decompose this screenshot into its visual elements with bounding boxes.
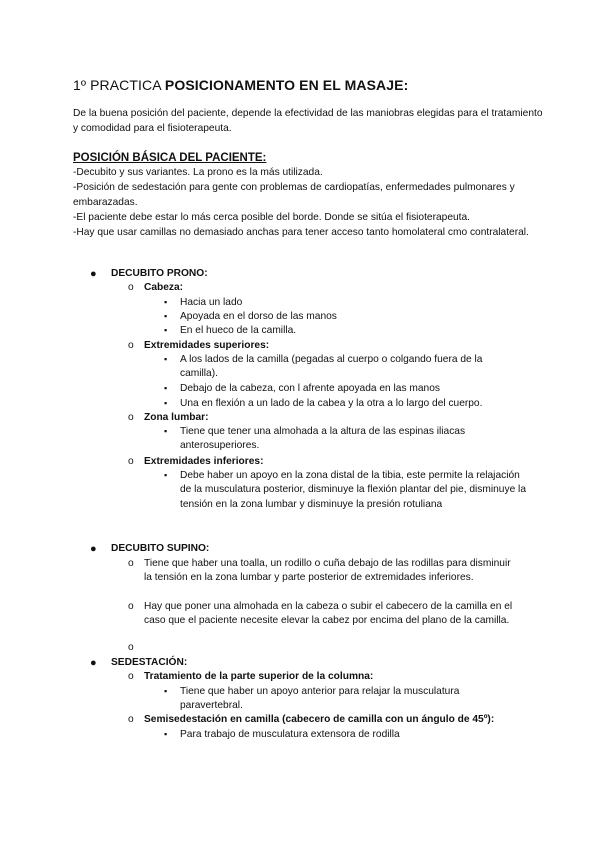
square-marker: ▪ <box>164 470 168 480</box>
circle-marker: o <box>128 558 134 569</box>
circle-marker: o <box>128 601 134 612</box>
title-main: POSICIONAMENTO EN EL MASAJE <box>164 77 404 93</box>
basic-line: -Hay que usar camillas no demasiado anchas para tener acceso tanto homolateral cmo contralateral. <box>73 227 529 238</box>
tratamiento-label: Tratamiento de la parte superior de la columna: <box>144 671 374 682</box>
basic-position-list <box>73 165 543 240</box>
supino-label: DECUBITO SUPINO: <box>111 543 210 554</box>
cabeza-label: Cabeza: <box>144 282 184 293</box>
square-marker: ▪ <box>164 311 168 321</box>
page-title <box>73 77 408 93</box>
semisedestacion-label: Semisedestación en camilla (cabecero de camilla con un ángulo de 45º): <box>144 714 495 725</box>
item-text: Debe haber un apoyo en la zona distal de la tibia, este permite la relajación de la musculatura posterior, disminuye la flexión plantar del pie, disminuye la tensión en la zona lumbar y disminuye la presión rotuliana <box>180 470 526 510</box>
basic-line: -El paciente debe estar lo más cerca posible del borde. Donde se sitúa el fisioterapeuta. <box>73 212 470 223</box>
circle-marker: o <box>128 456 134 467</box>
extremidades-superiores-label: Extremidades superiores: <box>144 340 270 351</box>
square-marker: ▪ <box>164 297 168 307</box>
item-text: A los lados de la camilla (pegadas al cuerpo o colgando fuera de la camilla). <box>180 354 483 380</box>
intro-paragraph: De la buena posición del paciente, depende la efectividad de las maniobras elegidas para el tratamiento y comodidad para el fisioterapeuta. <box>73 108 543 134</box>
circle-marker: o <box>128 642 134 653</box>
circle-marker: o <box>128 671 134 682</box>
item-text: Tiene que haber una toalla, un rodillo o cuña debajo de las rodillas para disminuir la tensión en la zona lumbar y parte posterior de extremidades inferiores. <box>144 558 511 584</box>
bullet-marker: ● <box>90 657 97 669</box>
circle-marker: o <box>128 282 134 293</box>
zona-lumbar-label: Zona lumbar: <box>144 412 209 423</box>
item-text: Tiene que haber un apoyo anterior para relajar la musculatura paravertebral. <box>180 686 460 712</box>
circle-marker: o <box>128 340 134 351</box>
title-suffix: : <box>403 77 409 93</box>
item-text: Una en flexión a un lado de la cabea y la otra a lo largo del cuerpo. <box>180 398 483 409</box>
item-text: Hay que poner una almohada en la cabeza o subir el cabecero de la camilla en el caso que el paciente necesite elevar la cabez por encima del plano de la camilla. <box>144 601 513 627</box>
prono-label: DECUBITO PRONO: <box>111 268 208 279</box>
basic-line: -Posición de sedestación para gente con problemas de cardiopatías, enfermedades pulmonares y embarazadas. <box>73 182 515 208</box>
square-marker: ▪ <box>164 383 168 393</box>
circle-marker: o <box>128 412 134 423</box>
circle-marker: o <box>128 714 134 725</box>
basic-line: -Decubito y sus variantes. La prono es la más utilizada. <box>73 167 323 178</box>
item-text: Tiene que tener una almohada a la altura de las espinas iliacas anterosuperiores. <box>180 426 466 452</box>
square-marker: ▪ <box>164 729 168 739</box>
square-marker: ▪ <box>164 354 168 364</box>
bullet-marker: ● <box>90 543 97 555</box>
item-text: Apoyada en el dorso de las manos <box>180 311 337 322</box>
item-text: Para trabajo de musculatura extensora de rodilla <box>180 729 400 740</box>
item-text: Hacia un lado <box>180 297 243 308</box>
bullet-marker: ● <box>90 268 97 280</box>
section-heading-basic: POSICIÓN BÁSICA DEL PACIENTE: <box>73 152 267 164</box>
square-marker: ▪ <box>164 426 168 436</box>
sedestacion-label: SEDESTACIÓN: <box>111 657 188 668</box>
square-marker: ▪ <box>164 686 168 696</box>
item-text: Debajo de la cabeza, con l afrente apoyada en las manos <box>180 383 440 394</box>
square-marker: ▪ <box>164 325 168 335</box>
square-marker: ▪ <box>164 398 168 408</box>
extremidades-inferiores-label: Extremidades inferiores: <box>144 456 264 467</box>
item-text: En el hueco de la camilla. <box>180 325 297 336</box>
title-prefix: 1º PRACTICA <box>73 77 165 93</box>
